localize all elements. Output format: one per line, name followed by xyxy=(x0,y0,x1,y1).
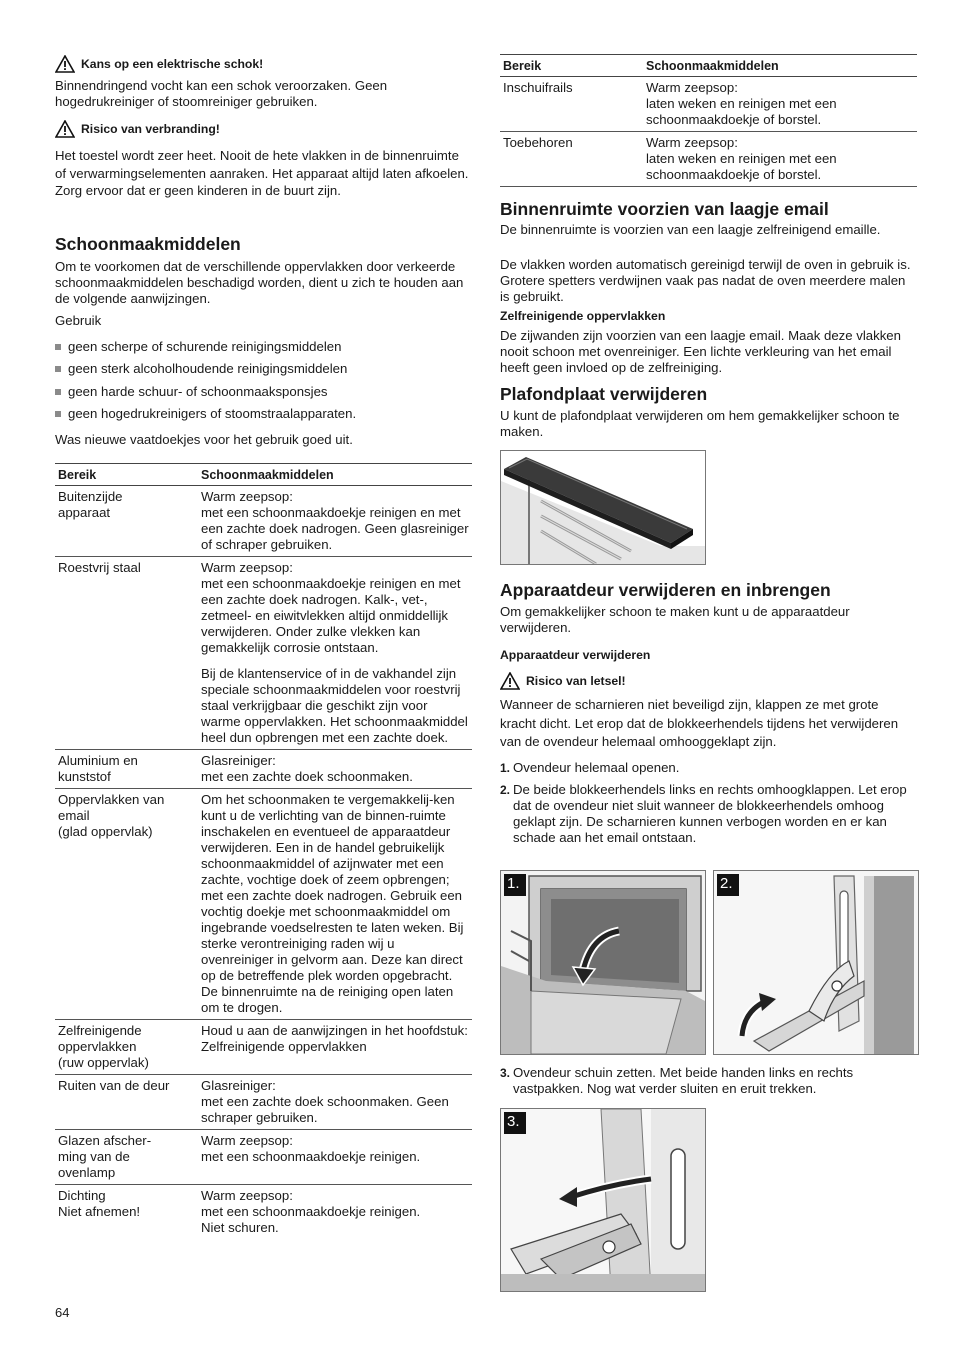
table-row xyxy=(500,132,917,187)
cleaning-table-left xyxy=(55,463,472,1239)
subheading-zelfreinigend: Zelfreinigende oppervlakken xyxy=(500,309,666,323)
electric-shock-warning-heading xyxy=(55,55,472,73)
warning-title: Risico van letsel! xyxy=(526,674,626,688)
warning-title: Kans op een elektrische schok! xyxy=(81,57,264,71)
section-title-email: Binnenruimte voorzien van laagje email xyxy=(500,199,829,219)
figure-label: 2. xyxy=(720,875,733,892)
injury-warning-text: Wanneer de scharnieren niet beveiligd zijn, klappen ze met grote kracht dicht. Let erop dat de blokkeerhendels tijdens het verwijderen van de ovendeur helemaal omhooggeklapt zijn. xyxy=(500,697,899,749)
list-item: geen harde schuur- of schoonmaaksponsjes xyxy=(55,384,470,400)
page-number: 64 xyxy=(55,1305,70,1320)
table-cell-area: Ruiten van de deur xyxy=(55,1075,198,1130)
table-cell-agent: Houd u aan de aanwijzingen in het hoofdstuk: Zelfreinigende oppervlakken xyxy=(198,1020,472,1075)
table-row xyxy=(55,1075,472,1130)
table-cell-agent-part: Warm zeepsop: met een schoonmaakdoekje reinigen en met een zachte doek nadrogen. Kalk-, vet-, zetmeel- en eiwitvlekken altijd onmiddellijk verwijderen. Onder zulke vlekken kan gemakkelijk corrosie ontstaan. xyxy=(201,560,461,655)
table-header-area: Bereik xyxy=(500,55,643,77)
table-cell-area: Toebehoren xyxy=(500,132,643,187)
ceiling-plate-illustration xyxy=(500,450,706,565)
warning-triangle-icon xyxy=(55,120,75,138)
table-cell-agent: Warm zeepsop: laten weken en reinigen met een schoonmaakdoekje of borstel. xyxy=(643,77,917,132)
injury-warning-heading xyxy=(500,672,917,690)
table-header-agent: Schoonmaakmiddelen xyxy=(198,464,472,486)
table-row xyxy=(55,486,472,557)
steps-1-2 xyxy=(500,760,917,846)
table-row xyxy=(55,1020,472,1075)
table-cell-area: Dichting Niet afnemen! xyxy=(58,1188,141,1219)
wash-note: Was nieuwe vaatdoekjes voor het gebruik goed uit. xyxy=(55,432,353,447)
table-cell-agent: Warm zeepsop: met een schoonmaakdoekje reinigen. xyxy=(198,1130,472,1185)
table-row xyxy=(55,750,472,789)
door-removal-drawing xyxy=(501,1109,705,1291)
warning-title: Risico van verbranding! xyxy=(81,122,220,136)
table-cell-area: Glazen afscher- ming van de ovenlamp xyxy=(55,1130,198,1185)
table-cell-area: Buitenzijde apparaat xyxy=(55,486,198,557)
step-number: 3. xyxy=(500,1066,511,1080)
subheading-deur-verwijderen: Apparaatdeur verwijderen xyxy=(500,648,651,662)
table-row xyxy=(55,1130,472,1185)
table-cell-area: Roestvrij staal xyxy=(55,557,198,750)
step-number: 2. xyxy=(500,783,511,797)
bullet-list xyxy=(55,339,470,428)
warning-triangle-icon xyxy=(55,55,75,73)
step-text: Ovendeur helemaal openen. xyxy=(513,760,680,775)
table-cell-area: Zelfreinigende oppervlakken (ruw oppervlak) xyxy=(55,1020,198,1075)
table-row xyxy=(500,77,917,132)
table-cell-agent-part: Bij de klantenservice of in de vakhandel zijn speciale schoonmaakmiddelen voor roestvrij staal verkrijgbaar die geschikt zijn voor warme oppervlakken. Het schoonmaakmiddel heel dun opbrengen met een zachte doek. xyxy=(201,666,468,745)
step-item xyxy=(500,760,917,776)
figure-label: 1. xyxy=(507,875,520,892)
burn-warning-text: Het toestel wordt zeer heet. Nooit de hete vlakken in de binnenruimte of verwarmingselementen aanraken. Het apparaat altijd laten afkoelen. Zorg ervoor dat er geen kinderen in de buurt zijn. xyxy=(55,148,469,198)
table-cell-agent: Glasreiniger: met een zachte doek schoonmaken. xyxy=(198,750,472,789)
cleaning-table-right xyxy=(500,54,917,187)
electric-shock-warning-text: Binnendringend vocht kan een schok veroorzaken. Geen hogedrukreiniger of stoomreiniger gebruiken. xyxy=(55,78,388,109)
table-cell-agent xyxy=(198,557,472,750)
section-title-schoonmaakmiddelen: Schoonmaakmiddelen xyxy=(55,234,241,254)
apparaatdeur-text: Om gemakkelijker schoon te maken kunt u de apparaatdeur verwijderen. xyxy=(500,604,850,635)
section-title-apparaatdeur: Apparaatdeur verwijderen en inbrengen xyxy=(500,580,831,600)
list-item: geen scherpe of schurende reinigingsmiddelen xyxy=(55,339,470,355)
hinge-lever-illustration xyxy=(713,870,919,1055)
step-3 xyxy=(500,1065,917,1097)
table-row xyxy=(55,1185,472,1240)
table-cell-agent: Glasreiniger: met een zachte doek schoonmaken. Geen schraper gebruiken. xyxy=(198,1075,472,1130)
step-item xyxy=(500,782,917,846)
door-open-illustration xyxy=(500,870,706,1055)
step-text: De beide blokkeerhendels links en rechts omhoogklappen. Let erop dat de ovendeur niet sluit wanneer de blokkeerhendels omhoog geklapt zijn. De scharnieren kunnen verbogen worden en er kan schade aan het email ontstaan. xyxy=(513,782,907,845)
table-cell-agent: Warm zeepsop: laten weken en reinigen met een schoonmaakdoekje of borstel. xyxy=(643,132,917,187)
burn-warning-heading xyxy=(55,120,472,138)
email-paragraph-1: De binnenruimte is voorzien van een laagje zelfreinigend emaille. xyxy=(500,222,881,237)
figure-label: 3. xyxy=(507,1113,520,1130)
door-open-drawing xyxy=(501,871,705,1054)
step-text: Ovendeur schuin zetten. Met beide handen links en rechts vastpakken. Nog wat verder sluiten en eruit trekken. xyxy=(513,1065,854,1096)
table-cell-area: Oppervlakken van email (glad oppervlak) xyxy=(55,789,198,1020)
step-item xyxy=(500,1065,917,1097)
table-row xyxy=(55,789,472,1020)
list-item: geen sterk alcoholhoudende reinigingsmiddelen xyxy=(55,361,470,377)
ceiling-plate-drawing xyxy=(501,451,705,564)
table-header-area: Bereik xyxy=(55,464,198,486)
table-cell-area: Inschuifrails xyxy=(500,77,643,132)
gebruik-label: Gebruik xyxy=(55,313,102,328)
table-cell-agent: Warm zeepsop: met een schoonmaakdoekje reinigen. Niet schuren. xyxy=(201,1188,421,1235)
zelfreinigend-text: De zijwanden zijn voorzien van een laagje email. Maak deze vlakken nooit schoon met ovenreiniger. Een lichte verkleuring van het email heeft geen invloed op de zelfreiniging. xyxy=(500,328,901,375)
section-title-plafondplaat: Plafondplaat verwijderen xyxy=(500,384,708,404)
hinge-lever-drawing xyxy=(714,871,918,1054)
email-paragraph-2: De vlakken worden automatisch gereinigd terwijl de oven in gebruik is. Grotere spetters verdwijnen vaak pas nadat de oven meerdere malen is gebruikt. xyxy=(500,257,911,304)
warning-triangle-icon xyxy=(500,672,520,690)
table-row xyxy=(55,557,472,750)
plafondplaat-text: U kunt de plafondplaat verwijderen om hem gemakkelijker schoon te maken. xyxy=(500,408,900,439)
list-item: geen hogedrukreinigers of stoomstraalapparaten. xyxy=(55,406,470,422)
cleaning-intro: Om te voorkomen dat de verschillende oppervlakken door verkeerde schoonmaakmiddelen beschadigd worden, dient u zich te houden aan de volgende aanwijzingen. xyxy=(55,259,464,306)
table-cell-area: Aluminium en kunststof xyxy=(55,750,198,789)
table-cell-agent: Om het schoonmaken te vergemakkelij-ken kunt u de verlichting van de binnen-ruimte inschakelen en eventueel de apparaatdeur verwijderen. Een in de handel gebruikelijk schoonmaakmiddel of azijnwater met een zachte, vochtige doek of zeem opbrengen; met een zachte doek nadrogen. Gebruik een vochtig doekje met schoonmaakmiddel om ingebrande voedselresten te laten weken. Bij sterke verontreiniging raden wij u ovenreiniger in gelvorm aan. Deze kan direct op de betreffende plek worden opgebracht. De binnenruimte na de reiniging open laten om te drogen. xyxy=(198,789,472,1020)
door-removal-illustration xyxy=(500,1108,706,1292)
step-number: 1. xyxy=(500,761,511,775)
table-header-agent: Schoonmaakmiddelen xyxy=(643,55,917,77)
table-cell-agent: Warm zeepsop: met een schoonmaakdoekje reinigen en met een zachte doek nadrogen. Geen glasreiniger of schraper gebruiken. xyxy=(198,486,472,557)
